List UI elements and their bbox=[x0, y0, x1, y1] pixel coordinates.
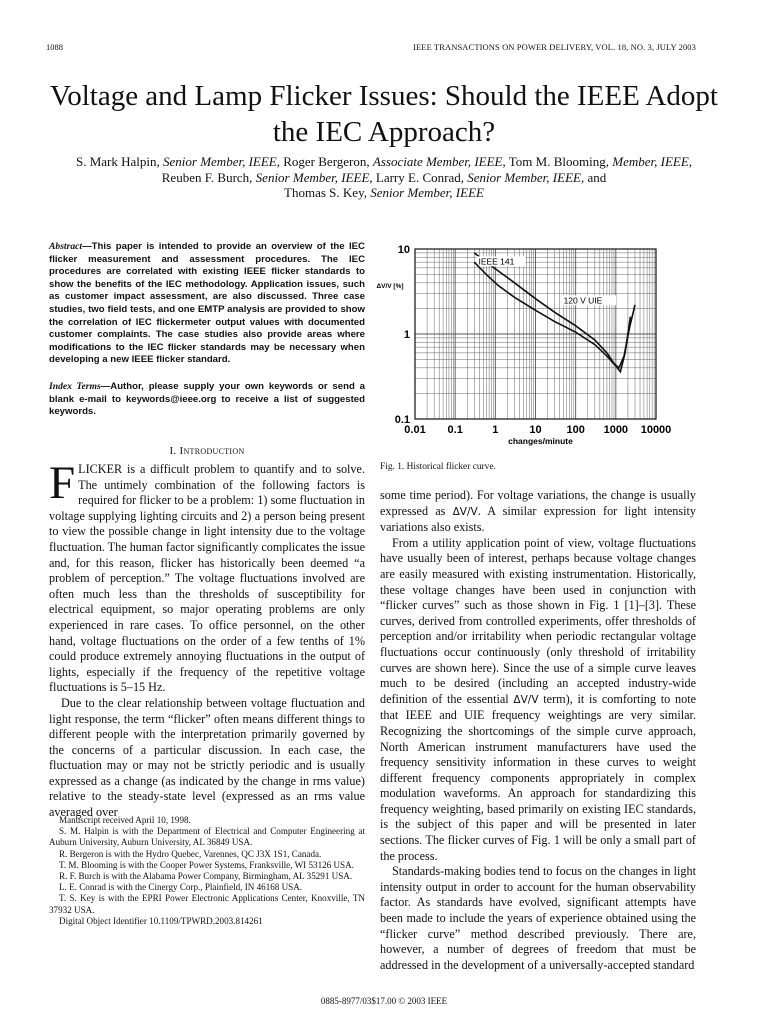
intro-paragraph-2: Due to the clear relationship between voltage fluctuation and light response, the term “flicker” often means different things to different people with the interpretation primarily governed by the concerns of a particular discussion. In each case, the fluctuation may or may not be strictly periodic and is usually expressed as a change (as indicated by the change in rms value) relative to the steady-state level (expressed as an rms value averaged over bbox=[49, 695, 365, 820]
author-name: S. Mark Halpin bbox=[75, 154, 157, 169]
abstract-text: This paper is intended to provide an overview of the IEC flicker measurement and assessment procedures. The IEC procedures are correlated with existing IEEE flicker standards to show the benefits of the IEC methodology. Application issues, such as customer impact assessment, are also discussed. Three case studies, two field tests, and one EMTP analysis are provided to show the correlation of IEC flickermeter output values with documented customer complaints. The case studies also provide areas where modifications to the IEC flicker standards may be necessary when developing a new IEEE flicker standard. bbox=[49, 241, 365, 366]
paper-title: Voltage and Lamp Flicker Issues: Should the IEEE Adopt the IEC Approach? bbox=[50, 80, 718, 148]
text-run: term), it is comforting to note that IEEE and UIE frequency weightings are very similar. Recognizing the shortcomings of the simple curve approach, North American instrument manufacturers have used the frequency sensitivity information in these curves to weight different frequency components appropriately in complex modulation waveforms. An approach for standardizing this frequency weighting, based primarily on existing IEC standards, is the subject of this paper and will be presented in later sections. The flicker curves of Fig. 1 will be only a small part of the process. bbox=[380, 691, 696, 863]
index-terms-text: Author, please supply your own keywords or send a blank e-mail to keywords@ieee.org to receive a list of suggested keywords. bbox=[49, 381, 365, 418]
figure-caption: Fig. 1. Historical flicker curve. bbox=[380, 462, 496, 472]
footnote: T. S. Key is with the EPRI Power Electronic Applications Center, Knoxville, TN 37932 USA. bbox=[49, 893, 365, 915]
right-paragraph-1 bbox=[380, 488, 696, 536]
author-affiliation: Associate Member, IEEE bbox=[372, 154, 503, 169]
author-name: Reuben F. Burch bbox=[161, 169, 250, 185]
right-column-body bbox=[380, 488, 696, 973]
author-affiliation: Senior Member, IEEE bbox=[467, 169, 581, 185]
index-terms: Index Terms—Author, please supply your own keywords or send a blank e-mail to keywords@ieee.org to receive a list of suggested keywords. bbox=[49, 381, 365, 418]
delta-v-symbol: ΔV/V bbox=[513, 693, 539, 706]
x-tick-label: 1000 bbox=[603, 424, 629, 436]
author-affiliation: Senior Member, IEEE bbox=[370, 185, 484, 200]
x-tick-label: 10 bbox=[529, 424, 542, 436]
author-affiliation: Senior Member, IEEE bbox=[163, 154, 277, 169]
section-number: I. bbox=[169, 445, 177, 457]
x-tick-label: 100 bbox=[566, 424, 585, 436]
index-terms-label: Index Terms bbox=[49, 381, 101, 392]
intro-paragraph-1-text: LICKER is a difficult problem to quantify and to solve. The untimely combination of the following factors is required for flicker to be a problem: 1) some fluctuation in voltage supplying lighting circuits and 2) a person being present to view the possible change in light intensity due to the voltage fluctuation. The human factor significantly complicates the issue and, for this reason, flicker has historically been deemed “a problem of perception.” The voltage fluctuations involved are often much less than the thresholds of susceptibility for electrical equipment, so major operating problems are only experienced in rare cases. To office personnel, on the other hand, voltage fluctuations on the order of a few tenths of 1% could produce extremely annoying fluctuations in the output of lights, especially if the frequency of the repetitive voltage fluctuations is 5–15 Hz. bbox=[49, 462, 365, 695]
flicker-curve-chart bbox=[370, 240, 686, 450]
abstract-label: Abstract bbox=[49, 241, 83, 252]
series-label: IEEE 141 bbox=[478, 256, 515, 267]
footnote: R. Bergeron is with the Hydro Quebec, Varennes, QC J3X 1S1, Canada. bbox=[59, 848, 322, 859]
author-list: S. Mark Halpin, Senior Member, IEEE, Roger Bergeron, Associate Member, IEEE, Tom M. Blooming, Member, IEEE, Reuben F. Burch, Senior Member, IEEE, Larry E. Conrad, Senior Member, IEEE, and Thomas S. Key, Senior Member, IEEE bbox=[75, 154, 693, 200]
journal-header: IEEE TRANSACTIONS ON POWER DELIVERY, VOL. 18, NO. 3, JULY 2003 bbox=[413, 42, 696, 52]
x-tick-label: 1 bbox=[492, 424, 499, 436]
author-affiliation: Senior Member, IEEE bbox=[255, 169, 370, 185]
author-name: Larry E. Conrad bbox=[375, 169, 461, 185]
x-axis-label: changes/minute bbox=[508, 436, 573, 446]
footnote: L. E. Conrad is with the Cinergy Corp., Plainfield, IN 46168 USA. bbox=[59, 882, 303, 893]
text-run: . A similar expression for light intensity variations also exists. bbox=[380, 503, 696, 535]
text-run: From a utility application point of view, voltage fluctuations have usually been of interest, perhaps because voltage changes are easily measured with existing instrumentation. Historically, these voltage changes have been used in conjunction with “flicker curves” such as those shown in Fig. 1 [1]–[3]. These curves, derived from controlled experiments, offer thresholds of perception and/or irritability when periodic rectangular voltage fluctuations occur continuously (only threshold of irritability curves are shown here). Since the use of a simple curve leaves much to be desired (including an accepted industry-wide definition of the essential bbox=[380, 535, 696, 706]
section-heading bbox=[49, 445, 365, 457]
intro-body bbox=[49, 457, 365, 821]
y-tick-label: 10 bbox=[397, 244, 410, 256]
y-tick-label: 1 bbox=[403, 329, 410, 341]
drop-cap: F bbox=[49, 457, 76, 509]
text-run: some time period). For voltage variations, the change is usually expressed as bbox=[380, 488, 696, 518]
y-tick-label: 0.1 bbox=[394, 414, 410, 426]
footnote: R. F. Burch is with the Alabama Power Company, Birmingham, AL 35291 USA. bbox=[59, 871, 353, 882]
delta-v-symbol: ΔV/V bbox=[452, 505, 478, 518]
x-tick-label: 0.1 bbox=[447, 424, 463, 436]
footnotes bbox=[49, 815, 365, 927]
author-affiliation: Member, IEEE bbox=[612, 154, 689, 169]
figure-1 bbox=[370, 240, 686, 450]
abstract: Abstract—This paper is intended to provide an overview of the IEC flicker measurement and assessment procedures. The IEC procedures are correlated with existing IEEE flicker standards to show the benefits of the IEC methodology. Application issues, such as customer impact assessment, are also discussed. Three case studies, two field tests, and one EMTP analysis are provided to show the correlation of IEC flickermeter output values with documented customer complaints. The case studies also provide areas where modifications to the IEC flicker standards may be necessary when developing a new IEEE flicker standard. bbox=[49, 241, 365, 366]
footnote: T. M. Blooming is with the Cooper Power Systems, Franksville, WI 53126 USA. bbox=[59, 859, 354, 870]
intro-paragraph-1 bbox=[49, 457, 365, 696]
author-name: Roger Bergeron bbox=[283, 154, 367, 169]
right-paragraph-2 bbox=[380, 536, 696, 864]
y-axis-label: ΔV/V [%] bbox=[376, 283, 404, 290]
x-tick-label: 10000 bbox=[640, 424, 672, 436]
footnote: Manuscript received April 10, 1998. bbox=[59, 815, 191, 825]
page-number: 1088 bbox=[46, 42, 63, 52]
author-name: Thomas S. Key bbox=[284, 185, 364, 200]
footnote: Digital Object Identifier 10.1109/TPWRD.2003.814261 bbox=[59, 915, 263, 926]
right-paragraph-3: Standards-making bodies tend to focus on the changes in light intensity output in order to account for the human observability factor. As standards have evolved, significant attempts have been made to include the years of experience obtained using the “flicker curve” method described previously. There are, however, a number of degrees of freedom that must be addressed in the development of a universally-accepted standard bbox=[380, 864, 696, 972]
author-name: Tom M. Blooming bbox=[508, 154, 606, 169]
copyright-line: 0885-8977/03$17.00 © 2003 IEEE bbox=[320, 996, 448, 1006]
series-label: 120 V UIE bbox=[563, 295, 603, 306]
footnote: S. M. Halpin is with the Department of Electrical and Computer Engineering at Auburn University, Auburn University, AL 36849 USA. bbox=[49, 826, 365, 848]
x-tick-label: 0.01 bbox=[404, 424, 426, 436]
section-title: Introduction bbox=[179, 445, 245, 457]
